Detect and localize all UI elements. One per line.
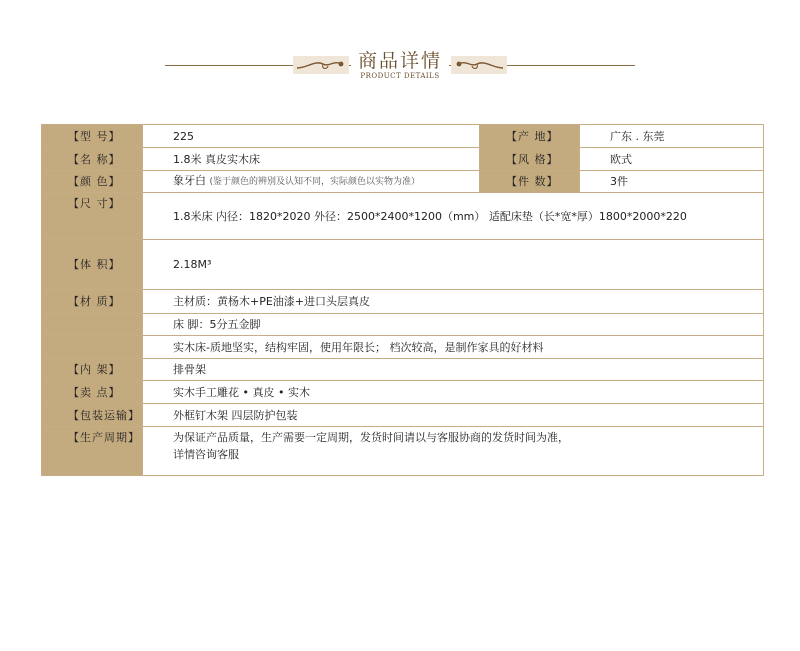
cycle-label: 【生产周期】 <box>42 427 143 476</box>
material-value-desc: 实木床-质地坚实，结构牢固，使用年限长； 档次较高，是制作家具的好材料 <box>143 336 764 359</box>
frame-value: 排骨架 <box>143 359 764 381</box>
model-value: 225 <box>143 125 480 148</box>
color-value: 象牙白 <box>173 174 206 187</box>
table-row <box>42 404 764 427</box>
table-row <box>42 148 764 171</box>
color-label: 【颜 色】 <box>42 171 143 193</box>
section-header <box>0 40 800 90</box>
model-label: 【型 号】 <box>42 125 143 148</box>
cycle-value-line-1: 为保证产品质量，生产需要一定周期，发货时间请以与客服协商的发货时间为准， <box>173 431 569 444</box>
table-row <box>42 314 764 336</box>
color-note: (鉴于颜色的辨别及认知不同，实际颜色以实物为准） <box>209 177 421 187</box>
color-cell <box>143 171 480 193</box>
size-value: 1.8米床 内径：1820*2020 外径：2500*2400*1200（mm） 适配床垫（长*宽*厚）1800*2000*220 <box>143 193 764 240</box>
table-row <box>42 290 764 314</box>
table-row <box>42 381 764 404</box>
size-label: 【尺 寸】 <box>42 193 143 240</box>
origin-value: 广东 . 东莞 <box>580 125 764 148</box>
section-subtitle: PRODUCT DETAILS <box>360 72 440 80</box>
origin-label: 【产 地】 <box>480 125 580 148</box>
spec-table <box>41 124 764 476</box>
material-label-blank <box>42 336 143 359</box>
table-row <box>42 336 764 359</box>
material-value-main: 主材质：黄杨木+PE油漆+进口头层真皮 <box>143 290 764 314</box>
frame-label: 【内 架】 <box>42 359 143 381</box>
section-title: 商品详情 <box>357 50 442 72</box>
cycle-cell <box>143 427 764 476</box>
pieces-value: 3件 <box>580 171 764 193</box>
selling-value: 实木手工雕花 • 真皮 • 实木 <box>143 381 764 404</box>
name-value: 1.8米 真皮实木床 <box>143 148 480 171</box>
style-label: 【风 格】 <box>480 148 580 171</box>
material-value-legs: 床 脚：5分五金脚 <box>143 314 764 336</box>
table-row <box>42 359 764 381</box>
style-value: 欧式 <box>580 148 764 171</box>
table-row <box>42 427 764 476</box>
pieces-label: 【件 数】 <box>480 171 580 193</box>
cycle-value-line-2: 详情咨询客服 <box>173 448 239 461</box>
table-row <box>42 240 764 290</box>
packing-value: 外框钉木架 四层防护包装 <box>143 404 764 427</box>
material-label-blank <box>42 314 143 336</box>
packing-label: 【包装运输】 <box>42 404 143 427</box>
table-row <box>42 171 764 193</box>
volume-label: 【体 积】 <box>42 240 143 290</box>
name-label: 【名 称】 <box>42 148 143 171</box>
table-row <box>42 125 764 148</box>
material-label: 【材 质】 <box>42 290 143 314</box>
selling-label: 【卖 点】 <box>42 381 143 404</box>
table-row <box>42 193 764 240</box>
volume-value: 2.18M³ <box>143 240 764 290</box>
